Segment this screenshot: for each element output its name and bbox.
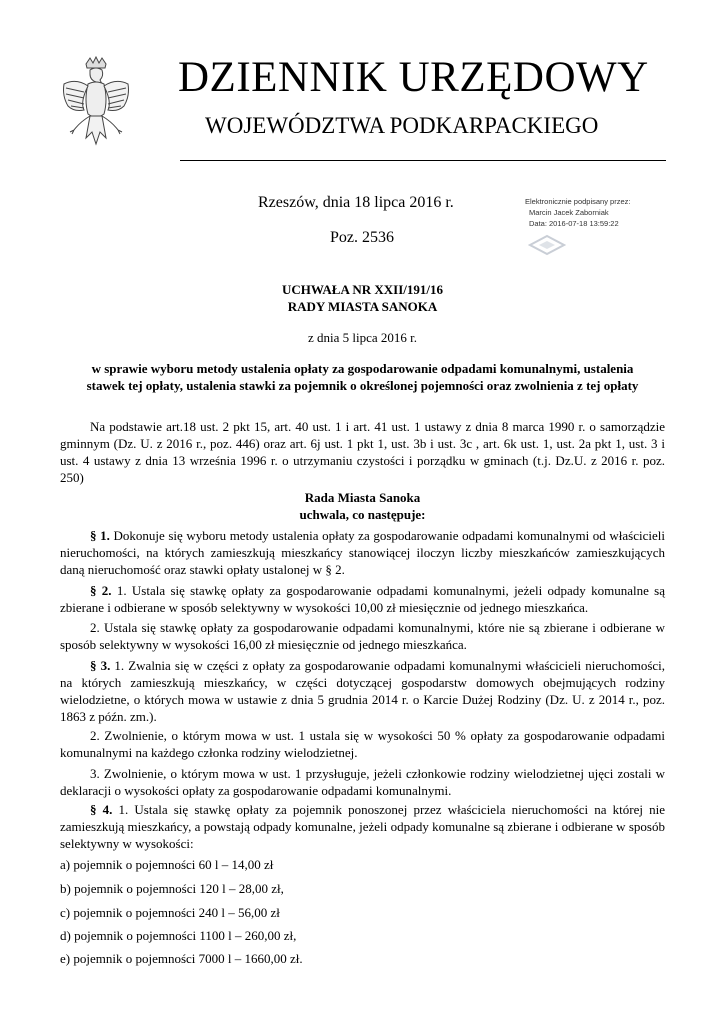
resolution-title-line2: RADY MIASTA SANOKA: [287, 299, 438, 314]
container-rate-item-b: [60, 880, 665, 897]
signature-date: Data: 2016-07-18 13:59:22: [529, 219, 619, 228]
signature-label: Elektronicznie podpisany przez:: [525, 197, 631, 206]
list-item: e) pojemnik o pojemności 7000 l – 1660,00 zł.: [60, 951, 303, 966]
place-date: Rzeszów, dnia 18 lipca 2016 r.: [258, 194, 454, 211]
section-2-para-1: 1. Ustala się stawkę opłaty za gospodarowanie odpadami komunalnymi, jeżeli odpady komunalne są zbierane i odbierane w sposób selektywny w wysokości 10,00 zł miesięcznie od jednego mieszkańca.: [60, 583, 665, 615]
section-2-para-2-block: [60, 619, 665, 653]
journal-subtitle: WOJEWÓDZTWA PODKARPACKIEGO: [205, 113, 599, 138]
container-rate-item-a: [60, 856, 665, 873]
e-signature-mark-icon: [528, 234, 566, 256]
section-1-text: Dokonuje się wyboru metody ustalenia opłaty za gospodarowanie odpadami komunalnymi od właścicieli nieruchomości, na których zamieszkują mieszkańcy stanowiącej iloczyn liczby mieszkańców zamieszkujących daną nieruchomość oraz stawki opłaty ustalonej w § 2.: [60, 528, 665, 577]
list-item: c) pojemnik o pojemności 240 l – 56,00 zł: [60, 905, 280, 920]
electronic-signature-block: [525, 196, 705, 229]
section-3-para-3-block: [60, 765, 665, 799]
journal-title: DZIENNIK URZĘDOWY: [178, 54, 649, 101]
signer-name: Marcin Jacek Zaborniak: [529, 208, 609, 217]
section-3-mark: § 3.: [90, 658, 111, 673]
council-name: Rada Miasta Sanoka: [304, 490, 421, 505]
section-3-para-2-block: [60, 727, 665, 761]
section-2: [60, 582, 665, 616]
section-3-para-1: 1. Zwalnia się w części z opłaty za gospodarowanie odpadami komunalnymi właścicieli nieruchomości, na których zamieszkują mieszkańcy, w części dotyczącej gospodarstw domowych obejmujących rodziny wielodzietne, o których mowa w ustawie z dnia 5 grudnia 2014 r. o Karcie Dużej Rodziny (Dz. U. z 2014 r., poz. 1863 z późn. zm.).: [60, 658, 666, 724]
section-3-para-3: 3. Zwolnienie, o którym mowa w ust. 1 przysługuje, jeżeli członkowie rodziny wielodzietnej ujęci zostali w deklaracji o wysokości opłaty za gospodarowanie odpadami komunalnymi.: [60, 766, 665, 798]
resolution-title-line1: UCHWAŁA NR XXII/191/16: [281, 282, 444, 297]
preamble: [60, 418, 665, 486]
resolution-subject-line2: stawek tej opłaty, ustalenia stawki za pojemnik o określonej pojemności oraz zwolnienia z tej opłaty: [86, 378, 639, 393]
list-item: a) pojemnik o pojemności 60 l – 14,00 zł: [60, 857, 274, 872]
section-2-para-2: 2. Ustala się stawkę opłaty za gospodarowanie odpadami komunalnymi, które nie są zbierane i odbierane w sposób selektywny w wysokości 16,00 zł miesięcznie od jednego mieszkańca.: [60, 620, 665, 652]
section-3: [60, 657, 665, 725]
resolution-date: z dnia 5 lipca 2016 r.: [307, 330, 418, 345]
header-divider: [180, 160, 666, 161]
section-1-mark: § 1.: [90, 528, 110, 543]
resolution-subject-line1: w sprawie wyboru metody ustalenia opłaty za gospodarowanie odpadami komunalnymi, ustalenia: [91, 361, 634, 376]
council-resolves: uchwala, co następuje:: [299, 507, 426, 522]
section-1: [60, 527, 665, 578]
position-number: Poz. 2536: [330, 229, 394, 246]
container-rate-item-d: [60, 927, 665, 944]
section-2-mark: § 2.: [90, 583, 112, 598]
container-rate-item-c: [60, 904, 665, 921]
list-item: b) pojemnik o pojemności 120 l – 28,00 zł,: [60, 881, 284, 896]
section-4: [60, 801, 665, 852]
section-4-mark: § 4.: [90, 802, 113, 817]
white-eagle-emblem-icon: [60, 56, 132, 152]
container-rate-item-e: [60, 950, 665, 967]
section-4-para-1: 1. Ustala się stawkę opłaty za pojemnik ponoszonej przez właściciela nieruchomości na której nie zamieszkują mieszkańcy, a powstają odpady komunalne, jeżeli odpady komunalne są zbierane i odbierane w sposób selektywny w wysokości:: [60, 802, 666, 851]
section-3-para-2: 2. Zwolnienie, o którym mowa w ust. 1 ustala się w wysokości 50 % opłaty za gospodarowanie odpadami komunalnymi na każdego członka rodziny wielodzietnej.: [60, 728, 665, 760]
preamble-text: Na podstawie art.18 ust. 2 pkt 15, art. 40 ust. 1 i art. 41 ust. 1 ustawy z dnia 8 marca 1990 r. o samorządzie gminnym (Dz. U. z 2016 r., poz. 446) oraz art. 6j ust. 1 pkt 1, ust. 3b i ust. 3c , art. 6k ust. 1, ust. 2a pkt 1, ust. 3 i ust. 4 ustawy z dnia 13 września 1996 r. o utrzymaniu czystości i porządku w gminach (t.j. Dz.U. z 2016 r. poz. 250): [60, 419, 665, 485]
list-item: d) pojemnik o pojemności 1100 l – 260,00 zł,: [60, 928, 297, 943]
